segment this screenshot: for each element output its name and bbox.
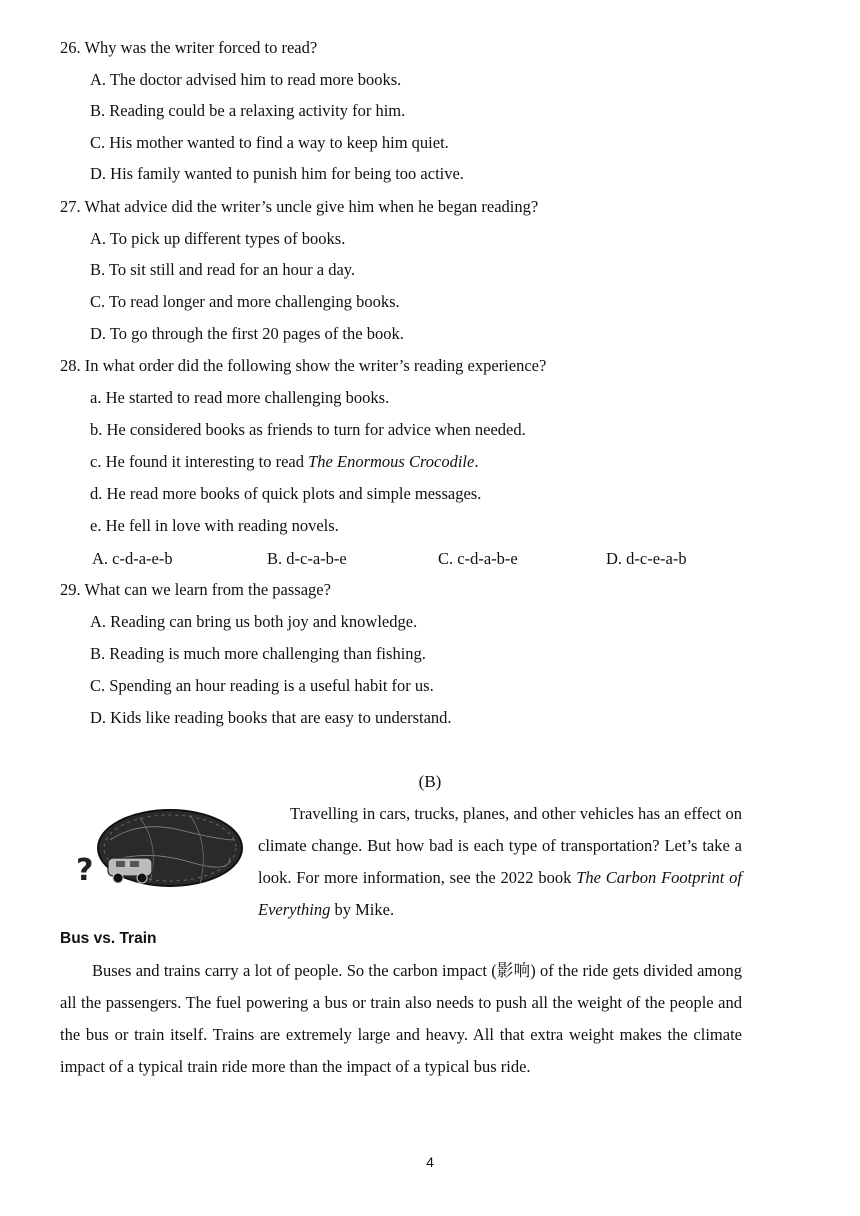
q28-item-a: a. He started to read more challenging books. xyxy=(90,388,390,407)
q27-option-c: C. To read longer and more challenging books. xyxy=(90,292,400,311)
q28-option-d: D. d-c-e-a-b xyxy=(606,549,687,568)
car-globe-illustration xyxy=(70,800,250,900)
intro-text: Travelling in cars, trucks, planes, and other vehicles has an effect on climate change. But how bad is each type of transportation? Let’s take a look. For more information, see the 2022 book xyxy=(258,804,742,887)
question-26-stem: 26. Why was the writer forced to read? xyxy=(60,38,318,57)
q26-option-d: D. His family wanted to punish him for being too active. xyxy=(90,164,464,183)
page-number: 4 xyxy=(426,1154,434,1170)
section-heading-bus-vs-train: Bus vs. Train xyxy=(60,930,157,947)
q28-item-c-suffix: . xyxy=(474,452,479,471)
bus-vs-train-paragraph xyxy=(60,955,742,1083)
q29-option-d: D. Kids like reading books that are easy to understand. xyxy=(90,708,452,727)
q28-option-a: A. c-d-a-e-b xyxy=(92,549,173,568)
paragraph-text: Buses and trains carry a lot of people. So the carbon impact (影响) of the ride gets divided among all the passengers. The fuel powering a bus or train also needs to push all the weight of the people and the bus or train itself. Trains are extremely large and heavy. All that extra weight makes the climate impact of a typical train ride more than the impact of a typical bus ride. xyxy=(60,961,742,1076)
q28-item-e: e. He fell in love with reading novels. xyxy=(90,516,339,535)
q29-option-b: B. Reading is much more challenging than fishing. xyxy=(90,644,426,663)
q29-option-c: C. Spending an hour reading is a useful habit for us. xyxy=(90,676,434,695)
q27-option-d: D. To go through the first 20 pages of the book. xyxy=(90,324,404,343)
section-b-intro xyxy=(258,798,742,926)
q28-item-b: b. He considered books as friends to turn for advice when needed. xyxy=(90,420,526,439)
q29-option-a: A. Reading can bring us both joy and knowledge. xyxy=(90,612,418,631)
q28-item-c xyxy=(90,452,478,472)
question-28-stem: 28. In what order did the following show the writer’s reading experience? xyxy=(60,356,547,375)
question-29-stem: 29. What can we learn from the passage? xyxy=(60,580,331,599)
q26-option-c: C. His mother wanted to find a way to keep him quiet. xyxy=(90,133,449,152)
section-b-title: (B) xyxy=(418,772,442,791)
q26-option-a: A. The doctor advised him to read more books. xyxy=(90,70,402,89)
q28-item-c-book-title: The Enormous Crocodile xyxy=(308,452,475,471)
q28-item-d: d. He read more books of quick plots and simple messages. xyxy=(90,484,482,503)
q28-option-b: B. d-c-a-b-e xyxy=(267,549,347,568)
q26-option-b: B. Reading could be a relaxing activity for him. xyxy=(90,101,406,120)
question-27-stem: 27. What advice did the writer’s uncle give him when he began reading? xyxy=(60,197,539,216)
q27-option-a: A. To pick up different types of books. xyxy=(90,229,346,248)
svg-text:?: ? xyxy=(76,853,94,888)
q28-item-c-prefix: c. He found it interesting to read xyxy=(90,452,309,471)
q28-option-c: C. c-d-a-b-e xyxy=(438,549,518,568)
q27-option-b: B. To sit still and read for an hour a day. xyxy=(90,260,356,279)
intro-text-end: by Mike. xyxy=(330,900,395,919)
intro-book-title: The Carbon Footprint of Everything xyxy=(258,868,742,919)
